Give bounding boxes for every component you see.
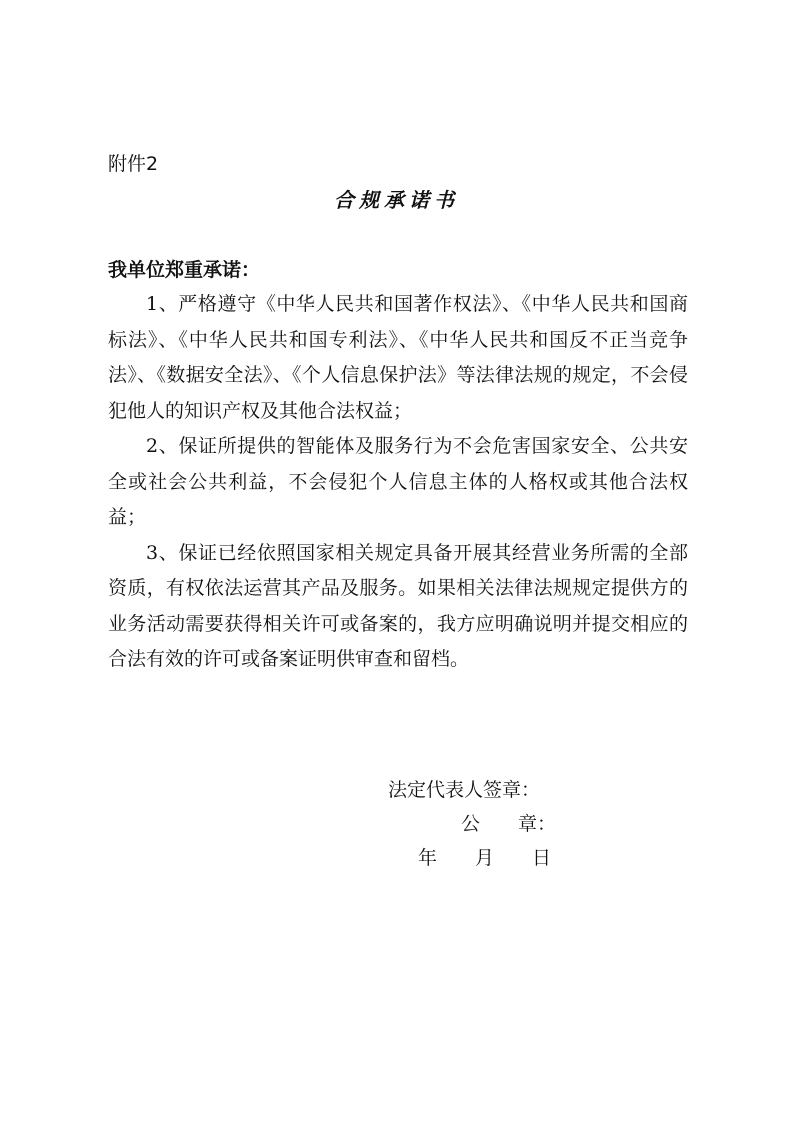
seal-line: 公 章： xyxy=(461,813,557,835)
representative-signature-line: 法定代表人签章： xyxy=(388,779,541,801)
clause-2: 2、保证所提供的智能体及服务行为不会危害国家安全、公共安全或社会公共利益，不会侵犯个人信息主体的人格权或其他合法权益； xyxy=(108,435,688,528)
commitment-lead: 我单位郑重承诺： xyxy=(108,259,261,281)
clause-3: 3、保证已经依照国家相关规定具备开展其经营业务所需的全部资质，有权依法运营其产品及服务。如果相关法律法规规定提供方的业务活动需要获得相关许可或备案的，我方应明确说明并提交相应的合法有效的许可或备案证明供审查和留档。 xyxy=(108,541,688,670)
signature-block xyxy=(388,773,556,875)
document-title: 合规承诺书 xyxy=(334,188,459,212)
attachment-label: 附件2 xyxy=(108,153,159,175)
commitment-body xyxy=(108,287,688,678)
clause-1: 1、严格遵守《中华人民共和国著作权法》、《中华人民共和国商标法》、《中华人民共和国专利法》、《中华人民共和国反不正当竞争法》、《数据安全法》、《个人信息保护法》等法律法规的规定，不会侵犯他人的知识产权及其他合法权益； xyxy=(108,293,688,422)
date-line: 年 月 日 xyxy=(418,847,552,869)
